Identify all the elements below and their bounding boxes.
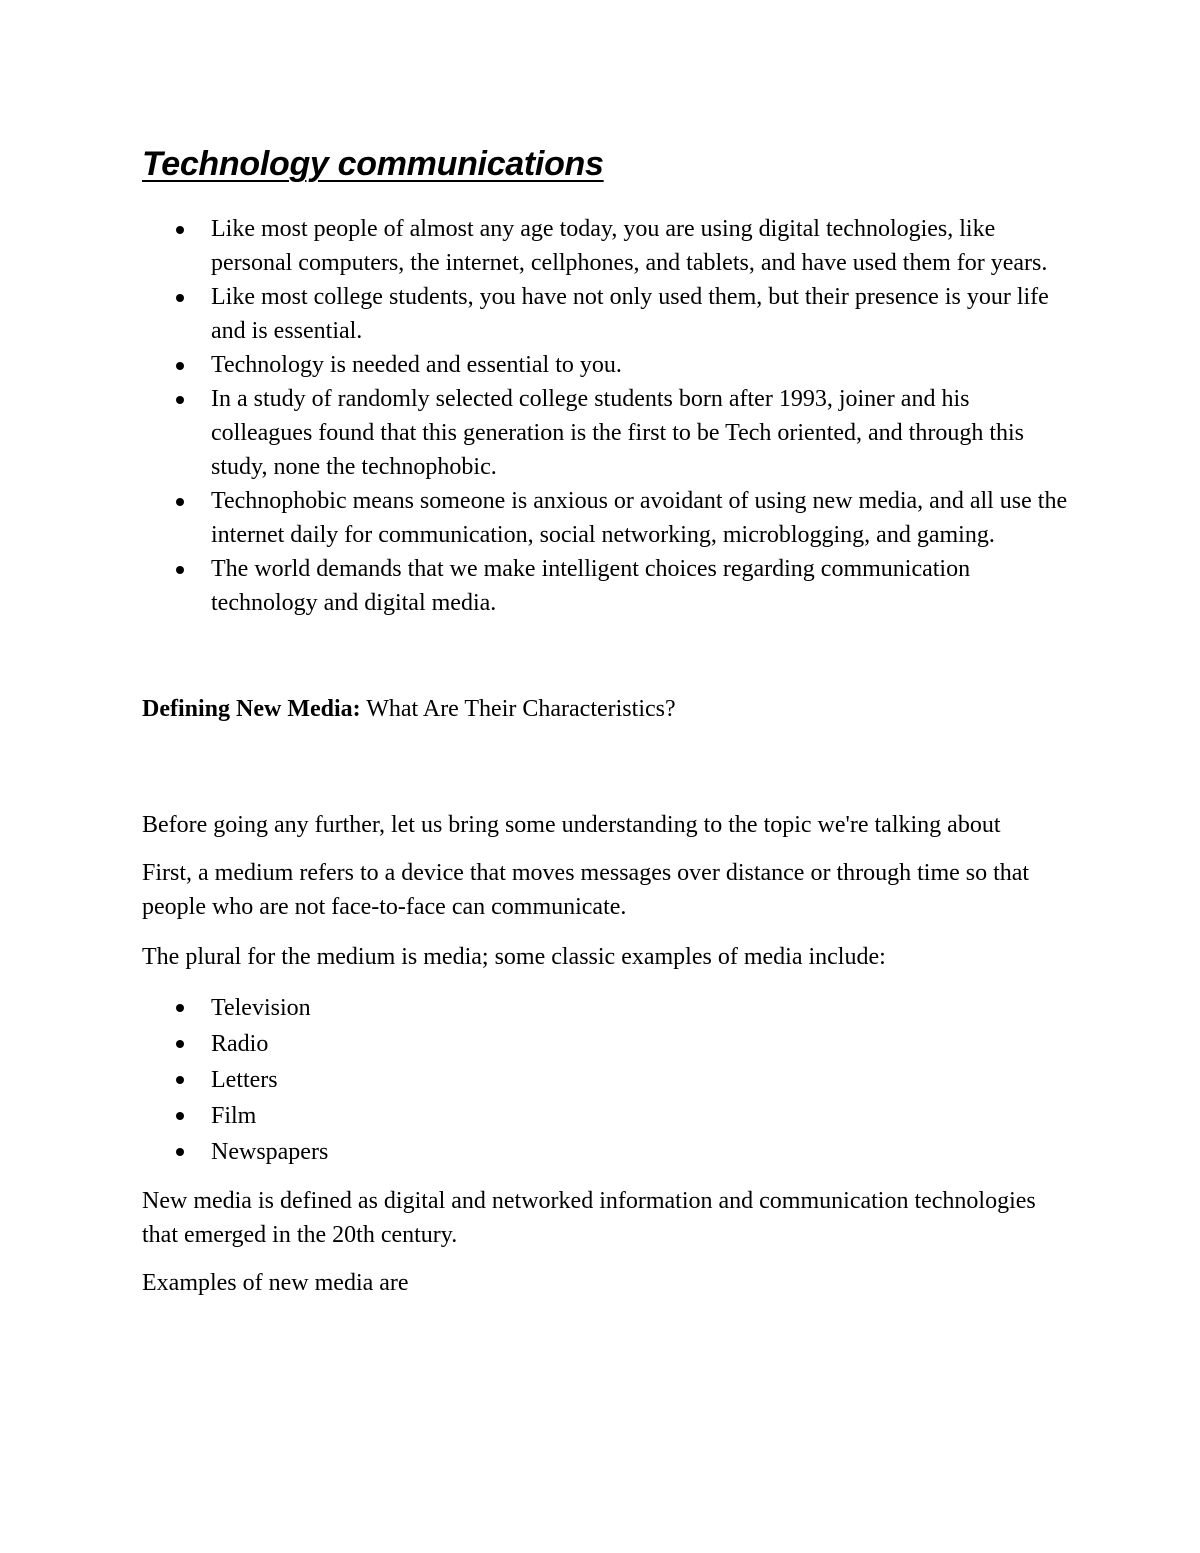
page-title: Technology communications [142,145,604,183]
paragraph-new-media-examples: Examples of new media are [142,1270,409,1296]
media-examples-list [142,990,1072,1170]
list-item: Like most people of almost any age today, you are using digital technologies, like personal computers, the internet, cellphones, and tablets, and have used them for years. [142,212,1072,280]
paragraph-before-going-further: Before going any further, let us bring some understanding to the topic we're talking about [142,812,1001,838]
list-item: The world demands that we make intelligent choices regarding communication technology and digital media. [142,552,1072,620]
document-body [142,140,1072,1300]
list-item: Newspapers [142,1134,1072,1170]
paragraph-new-media-definition: New media is defined as digital and networked information and communication technologies that emerged in the 20th century. [142,1188,1036,1248]
list-item: Radio [142,1026,1072,1062]
list-item: Television [142,990,1072,1026]
paragraph-medium-definition: First, a medium refers to a device that moves messages over distance or through time so that people who are not face-to-face can communicate. [142,860,1030,920]
list-item: Technology is needed and essential to you. [142,348,1072,382]
list-item: Like most college students, you have not only used them, but their presence is your life and is essential. [142,280,1072,348]
section-heading-bold: Defining New Media: [142,696,361,722]
paragraph-media-plural: The plural for the medium is media; some classic examples of media include: [142,944,886,970]
list-item: Film [142,1098,1072,1134]
list-item: Technophobic means someone is anxious or avoidant of using new media, and all use the internet daily for communication, social networking, microblogging, and gaming. [142,484,1072,552]
section-heading [142,692,1072,726]
list-item: Letters [142,1062,1072,1098]
technology-bullet-list [142,212,1072,620]
section-heading-rest: What Are Their Characteristics? [360,696,676,722]
list-item: In a study of randomly selected college students born after 1993, joiner and his colleagues found that this generation is the first to be Tech oriented, and through this study, none the technophobic. [142,382,1072,484]
